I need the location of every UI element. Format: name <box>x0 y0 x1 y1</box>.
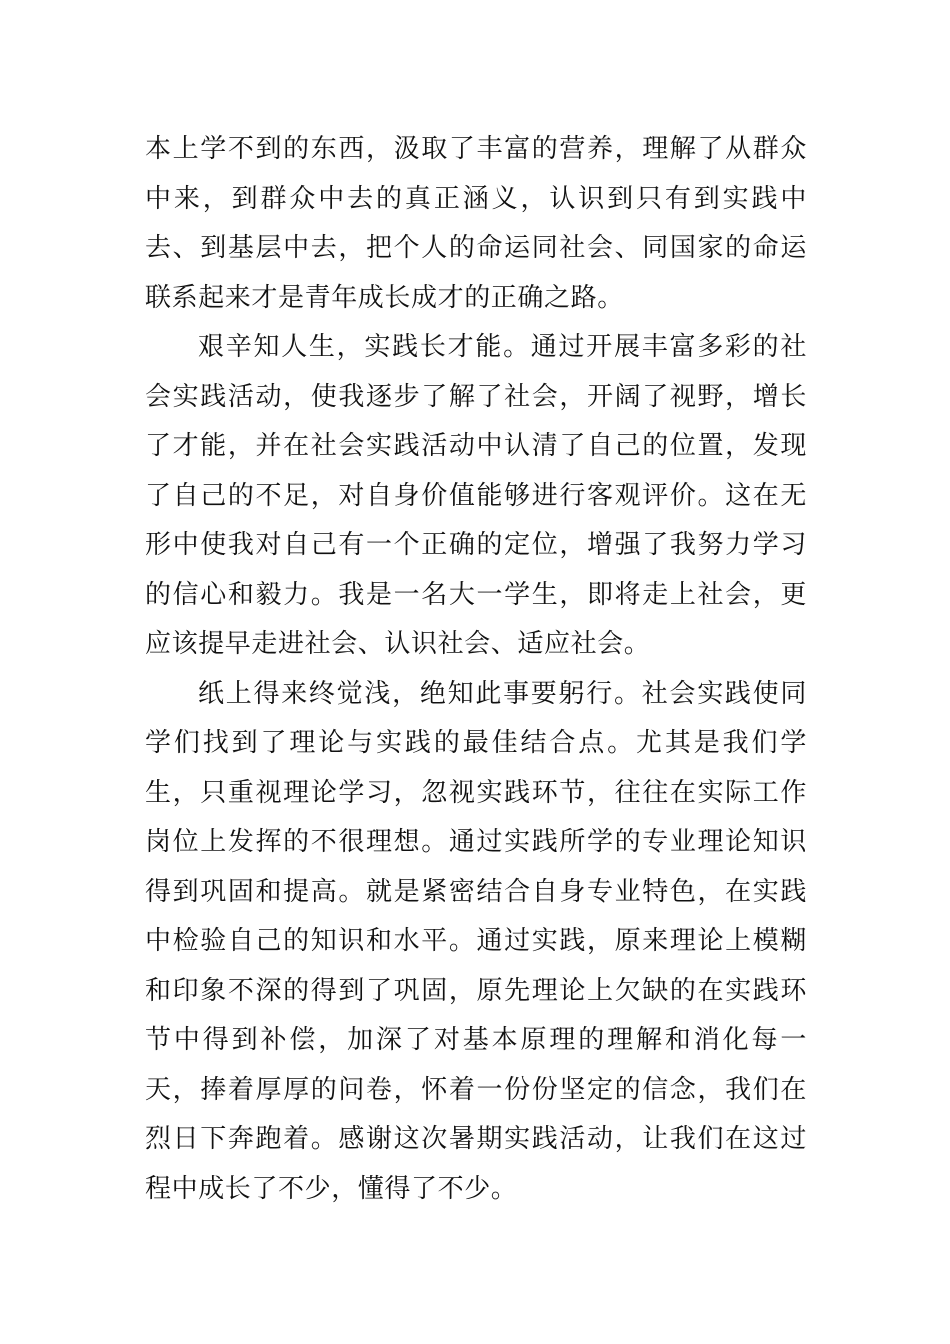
paragraph-2: 艰辛知人生，实践长才能。通过开展丰富多彩的社会实践活动，使我逐步了解了社会，开阔了视野，增长了才能，并在社会实践活动中认清了自己的位置，发现了自己的不足，对自身价值能够进行客观评价。这在无形中使我对自己有一个正确的定位，增强了我努力学习的信心和毅力。我是一名大一学生，即将走上社会，更应该提早走进社会、认识社会、适应社会。 <box>145 332 807 659</box>
paragraph-1: 本上学不到的东西，汲取了丰富的营养，理解了从群众中来，到群众中去的真正涵义，认识到只有到实践中去、到基层中去，把个人的命运同社会、同国家的命运联系起来才是青年成长成才的正确之路。 <box>145 134 807 313</box>
paragraph-3: 纸上得来终觉浅，绝知此事要躬行。社会实践使同学们找到了理论与实践的最佳结合点。尤其是我们学生，只重视理论学习，忽视实践环节，往往在实际工作岗位上发挥的不很理想。通过实践所学的专业理论知识得到巩固和提高。就是紧密结合自身专业特色，在实践中检验自己的知识和水平。通过实践，原来理论上模糊和印象不深的得到了巩固，原先理论上欠缺的在实践环节中得到补偿，加深了对基本原理的理解和消化每一天，捧着厚厚的问卷，怀着一份份坚定的信念，我们在烈日下奔跑着。感谢这次暑期实践活动，让我们在这过程中成长了不少，懂得了不少。 <box>145 678 807 1204</box>
document-body <box>145 125 807 1214</box>
